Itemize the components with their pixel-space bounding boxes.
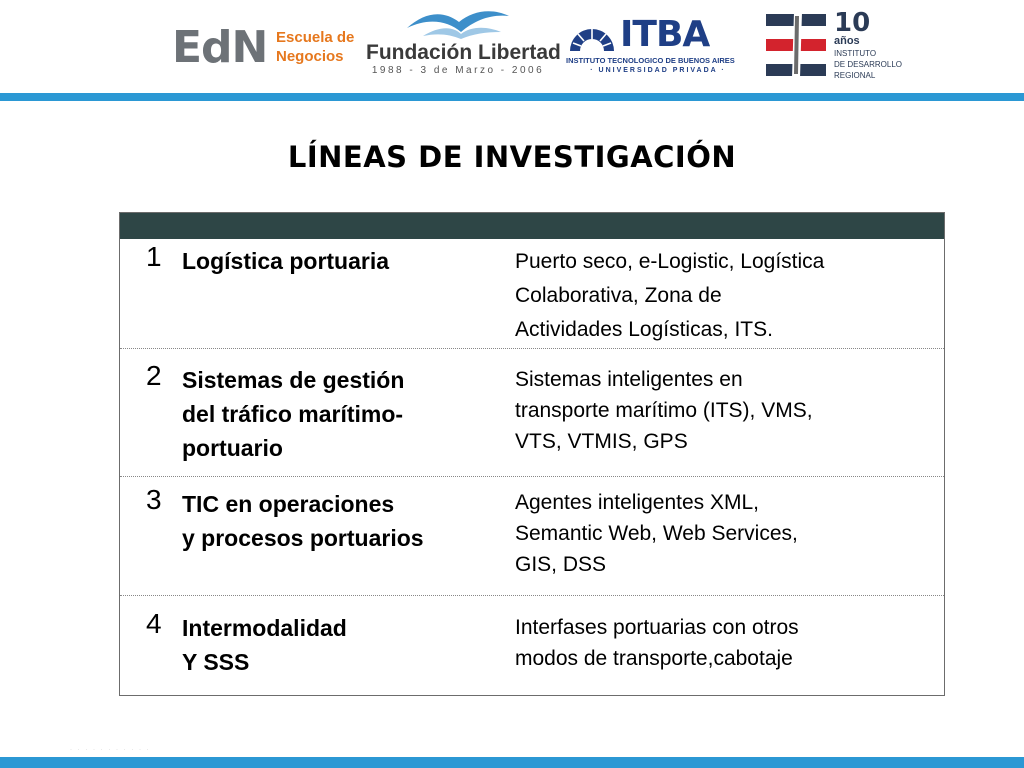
idr-emblem-icon <box>764 10 830 80</box>
itba-emblem-icon <box>566 17 618 53</box>
itba-name: ITBA <box>620 14 710 55</box>
description-line: GIS, DSS <box>515 553 607 576</box>
description-line: Semantic Web, Web Services, <box>515 522 798 545</box>
row-topic <box>182 363 502 465</box>
topic-line: del tráfico marítimo- <box>182 401 404 427</box>
description-line: Interfases portuarias con otros <box>515 616 799 639</box>
row-topic <box>182 487 502 555</box>
research-lines-table <box>119 212 945 696</box>
row-number: 3 <box>146 484 162 515</box>
itba-logo <box>566 16 750 76</box>
row-topic <box>182 611 502 679</box>
edn-subtitle <box>276 28 354 66</box>
topic-line: y procesos portuarios <box>182 525 424 551</box>
idr-line2: DE DESARROLLO <box>834 60 903 69</box>
row-description <box>515 612 915 674</box>
row-description <box>515 364 915 457</box>
table-row <box>120 596 944 695</box>
row-number: 2 <box>146 360 162 391</box>
itba-full-name: INSTITUTO TECNOLOGICO DE BUENOS AIRES <box>566 56 735 65</box>
itba-tagline: · UNIVERSIDAD PRIVADA · <box>590 67 726 74</box>
page-title: LÍNEAS DE INVESTIGACIÓN <box>287 140 737 174</box>
logo-header <box>0 0 1024 92</box>
edn-line2: Negocios <box>276 48 344 65</box>
description-line: Puerto seco, e-Logistic, Logística <box>515 250 825 273</box>
fundacion-dates: 1988 - 3 de Marzo - 2006 <box>371 65 545 76</box>
description-line: Agentes inteligentes XML, <box>515 491 759 514</box>
idr-line3: REGIONAL <box>834 71 876 80</box>
fundacion-name: Fundación Libertad <box>366 41 561 64</box>
table-row <box>120 239 944 349</box>
idr-number: 10 <box>834 8 871 38</box>
description-line: VTS, VTMIS, GPS <box>515 430 688 453</box>
topic-line: TIC en operaciones <box>182 491 395 517</box>
edn-logo <box>172 22 355 73</box>
bottom-accent-bar <box>0 757 1024 768</box>
row-description <box>515 245 915 347</box>
table-row <box>120 349 944 477</box>
idr-word: años <box>834 35 860 47</box>
description-line: Sistemas inteligentes en <box>515 368 743 391</box>
edn-line1: Escuela de <box>276 29 355 46</box>
topic-line: Intermodalidad <box>182 615 347 641</box>
idr-logo <box>764 10 914 82</box>
bird-icon <box>403 6 513 40</box>
description-line: modos de transporte,cabotaje <box>515 647 793 670</box>
footer-faint-text: · · · · · · · · · · · <box>70 747 151 753</box>
idr-line1: INSTITUTO <box>834 49 877 58</box>
topic-line: portuario <box>182 435 283 461</box>
topic-line: Logística portuaria <box>182 248 390 274</box>
topic-line: Y SSS <box>182 649 250 675</box>
description-line: Colaborativa, Zona de <box>515 284 722 307</box>
row-number: 4 <box>146 608 162 639</box>
row-description <box>515 487 915 580</box>
description-line: Actividades Logísticas, ITS. <box>515 318 773 341</box>
row-number: 1 <box>146 241 162 272</box>
table-header-bar <box>120 213 944 239</box>
top-accent-bar <box>0 93 1024 101</box>
topic-line: Sistemas de gestión <box>182 367 405 393</box>
description-line: transporte marítimo (ITS), VMS, <box>515 399 813 422</box>
table-row <box>120 477 944 596</box>
edn-mark: EdN <box>172 22 268 73</box>
fundacion-libertad-logo <box>366 6 561 77</box>
row-topic <box>182 244 502 278</box>
